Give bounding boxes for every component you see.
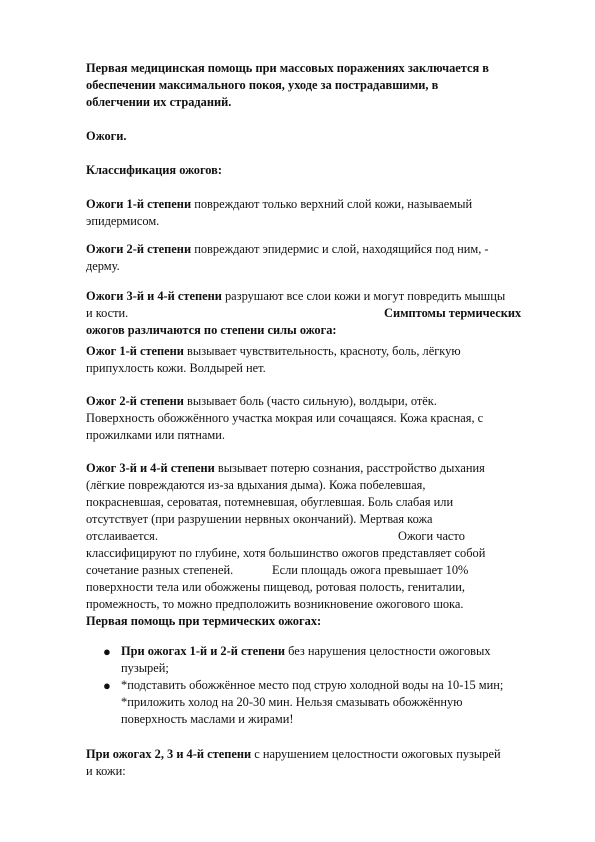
symptoms-heading: ожогов различаются по степени силы ожога: <box>86 323 337 337</box>
symptom1-term: Ожог 1-й степени <box>86 344 184 358</box>
symptom1-paragraph <box>86 343 546 377</box>
degree234-text: и кожи: <box>86 764 126 778</box>
degree34-text: и кости. <box>86 306 129 320</box>
bullet-item <box>121 643 551 677</box>
symptom34-text: покрасневшая, сероватая, потемневшая, обуглевшая. Боль слабая или <box>86 495 454 509</box>
bullet-text: без нарушения целостности ожоговых <box>285 644 491 658</box>
degree34-text: разрушают все слои кожи и могут повредить мышцы <box>221 289 506 303</box>
symptom2-text: Поверхность обожжённого участка мокрая или сочащаяся. Кожа красная, с <box>86 411 484 425</box>
bullet-text: поверхность маслами и жирами! <box>121 712 294 726</box>
degree234-paragraph <box>86 746 546 780</box>
degree34-paragraph <box>86 288 546 339</box>
bullet-text: *приложить холод на 20-30 мин. Нельзя смазывать обожжённую <box>121 695 463 709</box>
symptom2-term: Ожог 2-й степени <box>86 394 184 408</box>
symptom34-text: (лёгкие повреждаются из-за вдыхания дыма). Кожа побелевшая, <box>86 478 426 492</box>
first-aid-heading: Первая помощь при термических ожогах: <box>86 614 322 628</box>
bullet-text: пузырей; <box>121 661 169 675</box>
degree1-text: эпидермисом. <box>86 214 160 228</box>
symptom34-text: Ожоги часто <box>398 529 465 543</box>
degree1-paragraph <box>86 196 546 230</box>
degree2-paragraph <box>86 241 546 275</box>
degree1-term: Ожоги 1-й степени <box>86 197 192 211</box>
degree2-text: повреждают эпидермис и слой, находящийся под ним, - <box>191 242 489 256</box>
bullet-icon: ● <box>103 678 111 693</box>
symptom1-text: вызывает чувствительность, красноту, боль, лёгкую <box>183 344 461 358</box>
degree1-text: повреждают только верхний слой кожи, называемый <box>191 197 473 211</box>
bullet-text: *подставить обожжённое место под струю холодной воды на 10-15 мин; <box>121 678 504 692</box>
degree234-text: с нарушением целостности ожоговых пузырей <box>251 747 501 761</box>
bullet-icon: ● <box>103 644 111 659</box>
symptom2-paragraph <box>86 393 546 444</box>
intro-line: облегчении их страданий. <box>86 95 232 109</box>
degree2-term: Ожоги 2-й степени <box>86 242 192 256</box>
intro-line: Первая медицинская помощь при массовых поражениях заключается в <box>86 61 489 75</box>
symptom2-text: прожилками или пятнами. <box>86 428 225 442</box>
heading-burns: Ожоги. <box>86 129 127 143</box>
symptom1-text: припухлость кожи. Волдырей нет. <box>86 361 266 375</box>
symptom34-text: отслаивается. <box>86 529 158 543</box>
symptom34-text: сочетание разных степеней. <box>86 563 234 577</box>
heading-classification: Классификация ожогов: <box>86 163 222 177</box>
degree234-term: При ожогах 2, 3 и 4-й степени <box>86 747 252 761</box>
symptom34-text: вызывает потерю сознания, расстройство дыхания <box>214 461 485 475</box>
degree34-term: Ожоги 3-й и 4-й степени <box>86 289 222 303</box>
intro-line: обеспечении максимального покоя, уходе за пострадавшими, в <box>86 78 439 92</box>
symptom34-paragraph <box>86 460 546 613</box>
bullet-term: При ожогах 1-й и 2-й степени <box>121 644 285 658</box>
intro-paragraph <box>86 60 546 111</box>
symptom34-text: промежность, то можно предположить возникновение ожогового шока. <box>86 597 464 611</box>
symptom34-text: отсутствует (при разрушении нервных окончаний). Мертвая кожа <box>86 512 433 526</box>
symptom34-term: Ожог 3-й и 4-й степени <box>86 461 215 475</box>
symptom2-text: вызывает боль (часто сильную), волдыри, отёк. <box>183 394 437 408</box>
symptom34-text: поверхности тела или обожжены пищевод, ротовая полость, гениталии, <box>86 580 465 594</box>
symptom34-text: классифицируют по глубине, хотя большинство ожогов представляет собой <box>86 546 486 560</box>
symptoms-heading: Симптомы термических <box>384 306 522 320</box>
bullet-item <box>121 677 551 728</box>
degree2-text: дерму. <box>86 259 120 273</box>
symptom34-text: Если площадь ожога превышает 10% <box>272 563 469 577</box>
